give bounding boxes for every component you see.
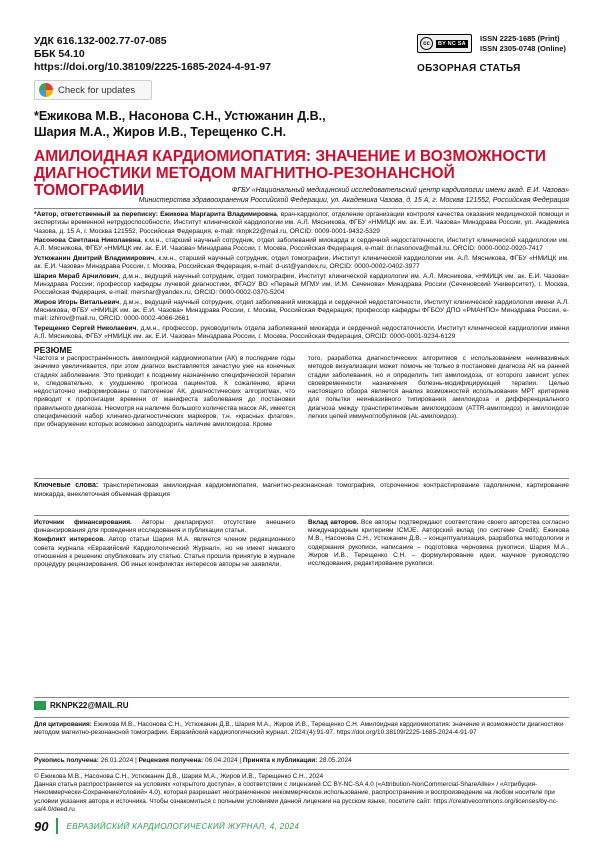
author-info: , к.м.н., старший научный сотрудник, отдел томографии, Институт клинической кардиологии им. А.Л. Мясникова, ФГБУ «НМИЦК им. ак. Е.И. Чазова» Минздрава России, г. Москва, Российская Федерация, e-mail: d-ust@yandex.ru, ORCID: 0000-0002-0402-3977 [34,254,569,271]
abstract-column-1: Частота и распространённость амилоидной кардиомиопатии (АК) в последние годы значимо увеличивается, при этом диагноз выставляется зачастую уже на конечных стадиях заболевания. Это приводит к позднему назначению специфической терапии и, следовательно, к ухудшению прогноза пациентов. К сожалению, врачи недостаточно информированы о патогенезе АК, диагностических алгоритмах, что приводит к пролонгации времени от манифеста заболевания до постановки правильного диагноза. Несмотря на наличие большого количества масок АК, имеется специфический набор клинико-диагностических маркеров, т.н. «красных флагов», при обнаружении которых возможно заподозрить наличие амилоидоза. Кроме [34,355,295,429]
cc-license-badge[interactable] [417,34,472,53]
received-date: 26.01.2024 [98,757,134,764]
received-label: Рукопись получена: [34,757,99,764]
crossmark-icon [39,83,53,97]
license [34,773,569,814]
issn-print: ISSN 2225-1685 (Print) [480,34,560,43]
keywords [34,482,569,499]
article-codes [34,35,271,74]
email-address: RKNPK22@MAIL.RU [50,701,129,710]
author-detail [34,255,569,272]
citation-label: Для цитирования: [34,721,92,728]
conflict-label: Конфликт интересов. [34,536,106,544]
author-name: Шария Мераб Арчилович [34,272,119,280]
footer-bar [56,818,58,834]
issn-block [480,34,566,54]
divider [34,753,569,754]
page-number: 90 [34,818,49,834]
author-list: *Ежикова М.В., Насонова С.Н., Устюжанин Д.В., Шария М.А., Жиров И.В., Терещенко С.Н. [34,109,326,139]
article-title: АМИЛОИДНАЯ КАРДИОМИОПАТИЯ: ЗНАЧЕНИЕ И ВОЗМОЖНОСТИ ДИАГНОСТИКИ МЕТОДОМ МАГНИТНО-РЕЗОНАНСНОЙ ТОМОГРАФИИ [34,148,546,199]
author-detail [34,299,569,324]
abstract-heading: РЕЗЮМЕ [34,345,73,355]
doi-link[interactable]: https://doi.org/10.38109/2225-1685-2024-4-91-97 [34,61,271,73]
issn-online: ISSN 2305-0748 (Online) [480,44,566,53]
author-name: Терещенко Сергей Николаевич [34,324,137,332]
divider [34,769,569,770]
author-name: *Автор, ответственный за переписку: Ежикова Маргарита Владимировна [34,211,277,218]
divider [34,717,569,718]
citation-text: Ежикова М.В., Насонова С.Н., Устюжанин Д.В., Шария М.А., Жиров И.В., Терещенко С.Н. Амилоидная кардиомиопатия: значение и возможности диагностики методом магнитно-резонансной томографии. Евразийский кардиологический журнал. 2024;(4):91-97. https://doi.org/10.38109/2225-1685-2024-4-91-97 [34,721,564,737]
accepted-date: 28.05.2024 [317,757,352,764]
author-info: , д.м.н., ведущий научный сотрудник, отдел заболеваний миокарда и сердечной недостаточности, Институт клинической кардиологии имени А.Л. Мясникова, ФГБУ «НМИЦК им. ак. Е.И. Чазова» Минздрава России, г. Москва, Российская Федерация; профессор кафедры ФГБОУ ДПО «РМАНПО» Минздрава России, e-mail: izhirov@mail.ru, ORCID: 0000-0002-4066-2661 [34,298,569,323]
keywords-text: транстиретиновая амилоидная кардиомиопатия, магнитно-резонансная томография, отсроченное контрастирование гадолинием, картирование миокарда, внеклеточная объемная фракция [34,482,569,498]
bbk-code: ББК 54.10 [34,48,85,60]
affiliation [34,186,569,206]
cc-logo-icon: cc [420,37,433,50]
article-type: ОБЗОРНАЯ СТАТЬЯ [417,63,521,74]
author-name: Устюжанин Дмитрий Владимирович [34,254,155,262]
contribution-text: Все авторы подтверждают соответствие своего авторства согласно международным критериям ICMJE. Авторский вклад (по системе Credit): Ежикова М.В., Насонова С.Н., Устюжанин Д.В. – концептуализация, разработка методологии и содержания рукописи, написание – подготовка черновика рукописи. Шария М.А., Жиров И.В., Терещенко С.Н. – формулирование идеи, научное руководство исследования, редактирование рукописи. [308,519,569,568]
author-info: , врач-кардиолог, отделение организации контроля качества оказания медицинской помощи и экспертизы временной нетрудоспособности, Институт клинической кардиологии им. А.Л. Мясникова, ФГБУ «НМИЦК им. ак. Е.И. Чазова» Минздрава России, ул. Академика Чазова, д. 15 А, г. Москва 121552, Российская Федерация, e-mail: rknpk22@mail.ru, ORCID: 0009-0001-9432-5329 [34,211,569,235]
license-text: Данная статья распространяется на условиях «открытого доступа», в соответствии с лицензией CC BY-NC-SA 4.0 («Attribution-NonCommercial-ShareAlike» / «Атрибуция-Некоммерчески-СохранениеУсловий» 4.0), которая разрешает неограниченное некоммерческое использование, распространение и воспроизведение на любом носителе при условии указания автора и источника. Чтобы ознакомиться с полными условиями данной лицензии на русском языке, посетите сайт: https://creativecommons.org/licenses/by-nc-sa/4.0/deed.ru [34,781,559,813]
author-name: Жиров Игорь Витальевич [34,298,120,306]
author-info: , д.м.н., профессор, руководитель отдела заболеваний миокарда и сердечной недостаточности, Институт клинической кардиологии имени А.Л. Мясникова, ФГБУ «НМИЦК им. ак. Е.И. Чазова» Минздрава России, г. Москва, Российская Федерация, ORCID: 0000-0001-9234-6129 [34,324,570,341]
contribution-label: Вклад авторов. [308,519,359,526]
affiliation-line-2: Министерства здравоохранения Российской Федерации, ул. Академика Чазова, д. 15 А, г. Москва 121552, Российская Федерация [138,197,569,204]
funding [34,519,295,535]
funding-conflict-block [34,519,295,570]
contact-email[interactable] [34,701,128,710]
udk-code: УДК 616.132-002.77-07-085 [34,35,167,47]
author-contribution [308,519,569,569]
author-detail [34,325,569,342]
accepted-label: Принята к публикации: [242,757,318,764]
author-info: , к.м.н., старший научный сотрудник, отдел заболеваний миокарда и сердечной недостаточности, Институт клинической кардиологии им. А.Л. Мясникова, ФГБУ «НМИЦК им. ак. Е.И. Чазова» Минздрава России, г. Москва, Российская Федерация, e-mail: dr.nasonova@mail.ru, ORCID: 0000-0002-0920-7417 [34,237,569,253]
funding-text: Авторы декларируют отсутствие внешнего финансирования для проведения исследования и публикации статьи. [34,519,296,535]
divider [34,515,569,516]
funding-label: Источник финансирования. [34,519,132,526]
conflict-text: Автор статьи Шария М.А. является членом редакционного совета журнала «Евразийский Кардиологический Журнал», но не имеет никакого отношения к решению опубликовать эту статью. Статья прошла принятую в журнале процедуру рецензирования. Об иных конфликтах интересов авторы не заявляли. [34,536,295,569]
keywords-label: Ключевые слова: [34,482,99,489]
reviewed-date: 06.04.2024 [203,757,238,764]
divider [34,697,569,698]
journal-name: ЕВРАЗИЙСКИЙ КАРДИОЛОГИЧЕСКИЙ ЖУРНАЛ, 4, 2024 [66,821,300,831]
author-detail [34,211,569,236]
author-detail [34,237,569,254]
citation [34,721,569,738]
divider [34,478,569,479]
envelope-icon [34,701,46,710]
page-footer [34,818,299,834]
reviewed-label: Рецензия получена: [138,757,204,764]
cc-terms: BY NC SA [438,40,466,47]
abstract-column-2: того, разработка диагностических алгоритмов с использованием неинвазивных методов визуализации может помочь не только в постановке диагноза АК на ранней стадии заболевания, но и определить тип амилоидоза, от которого зависит успех своевременности назначения болезнь-модифицирующей терапии. Целью настоящего обзора является анализ возможностей использования МРТ критериев для попытки неинвазивного типирования амилоидоза и дифференциального диагноза между транстиретиновым амилоидозом (ATTR-амилоидоз) и амилоидозе легких цепей иммуноглобулинов (AL-амилоидоз). [308,355,569,421]
divider [34,208,569,209]
author-detail [34,273,569,298]
copyright: © Ежикова М.В., Насонова С.Н., Устюжанин Д.В., Шария М.А., Жиров И.В., Терещенко С.Н., 2024 [34,773,324,780]
divider [34,342,569,343]
conflict-of-interest [34,536,295,569]
author-info: , д.м.н., ведущий научный сотрудник, отдел томографии, Институт клинической кардиологии им. А.Л. Мясникова, «НМИЦК им. ак. Е.И. Чазова» Минздрава России; профессор кафедры лучевой диагностики, ФГАОУ ВО «Первый МГМУ им. И.М. Сеченова» Минздрава России (Сеченовский Университет), г. Москва, Российская Федерация, e-mail: mershar@yandex.ru, ORCID: 0000-0002-0370-5204 [34,272,570,297]
author-details [34,211,569,343]
author-name: Насонова Светлана Николаевна [34,237,141,245]
affiliation-line-1: ФГБУ «Национальный медицинский исследовательский центр кардиологии имени акад. Е.И. Чазова» [231,187,569,194]
publication-dates: Рукопись получена: 26.01.2024 | Рецензия получена: 06.04.2024 | Принята к публикации: 28.05.2024 [34,757,352,764]
check-for-updates-button[interactable] [34,80,152,100]
check-for-updates-label: Check for updates [58,84,136,96]
